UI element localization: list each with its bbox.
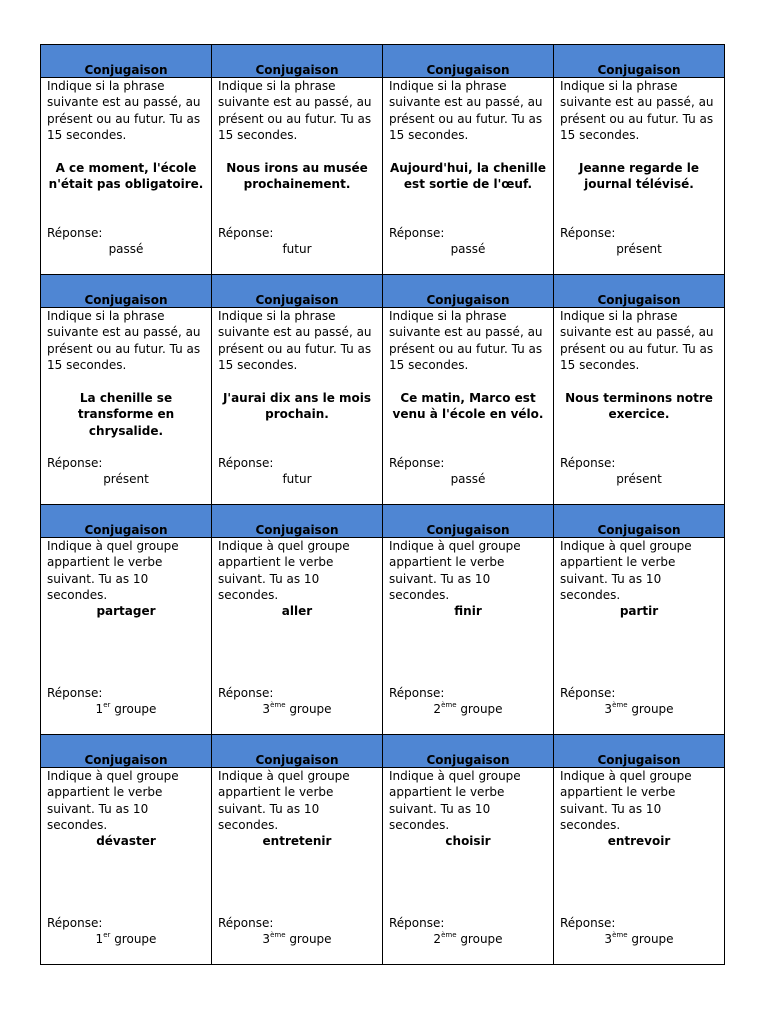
card-answer [554,701,724,717]
quiz-card [383,505,554,735]
answer-label: Réponse: [389,686,445,700]
card-instruction: Indique à quel groupe appartient le verbe suivant. Tu as 10 secondes. [389,769,521,832]
card-header [383,505,553,538]
quiz-card [41,275,212,505]
card-title: Conjugaison [84,293,168,307]
answer-label: Réponse: [389,226,445,240]
answer-group-word: groupe [285,702,332,716]
card-answer [212,701,382,717]
card-answer [41,471,211,487]
answer-number: 3 [604,932,613,946]
answer-group-word: groupe [285,932,332,946]
answer-number: 3 [604,702,613,716]
card-question: Nous terminons notre exercice. [565,391,713,422]
card-question: entrevoir [607,834,671,848]
card-instruction: Indique si la phrase suivante est au passé, au présent ou au futur. Tu as 15 secondes. [218,309,372,372]
card-title: Conjugaison [255,293,339,307]
card-answer [383,241,553,257]
answer-ordinal-suffix: ème [612,931,628,939]
card-instruction: Indique à quel groupe appartient le verbe suivant. Tu as 10 secondes. [389,539,521,602]
card-title: Conjugaison [426,63,510,77]
answer-tense: présent [103,472,149,486]
card-question: A ce moment, l'école n'était pas obligatoire. [48,161,204,192]
card-title: Conjugaison [597,753,681,767]
card-question: Aujourd'hui, la chenille est sortie de l'œuf. [389,161,547,192]
card-title: Conjugaison [426,523,510,537]
card-header [41,275,211,308]
answer-group-word: groupe [627,702,674,716]
card-instruction: Indique à quel groupe appartient le verbe suivant. Tu as 10 secondes. [47,539,179,602]
card-header [212,275,382,308]
card-instruction: Indique à quel groupe appartient le verbe suivant. Tu as 10 secondes. [218,539,350,602]
quiz-card [383,275,554,505]
answer-ordinal-suffix: er [103,701,111,709]
card-instruction: Indique si la phrase suivante est au passé, au présent ou au futur. Tu as 15 secondes. [560,79,714,142]
card-instruction: Indique à quel groupe appartient le verbe suivant. Tu as 10 secondes. [560,539,692,602]
card-title: Conjugaison [597,293,681,307]
card-title: Conjugaison [255,523,339,537]
answer-ordinal-suffix: ème [270,931,286,939]
answer-group-word: groupe [110,702,157,716]
answer-number: 3 [262,702,271,716]
card-header [554,505,724,538]
answer-tense: futur [282,472,312,486]
card-title: Conjugaison [597,63,681,77]
answer-label: Réponse: [47,226,103,240]
answer-tense: présent [616,472,662,486]
card-question: Jeanne regarde le journal télévisé. [579,161,699,192]
card-header [41,45,211,78]
card-answer [41,931,211,947]
card-answer [212,931,382,947]
card-header [212,45,382,78]
answer-tense: passé [450,472,486,486]
answer-label: Réponse: [560,686,616,700]
card-header [212,505,382,538]
card-question: entretenir [262,834,332,848]
quiz-card [383,45,554,275]
answer-number: 3 [262,932,271,946]
card-instruction: Indique si la phrase suivante est au passé, au présent ou au futur. Tu as 15 secondes. [560,309,714,372]
card-answer [554,471,724,487]
card-answer [41,701,211,717]
card-header [554,735,724,768]
card-title: Conjugaison [426,753,510,767]
card-answer [212,241,382,257]
answer-label: Réponse: [389,916,445,930]
answer-label: Réponse: [47,686,103,700]
card-instruction: Indique si la phrase suivante est au passé, au présent ou au futur. Tu as 15 secondes. [47,79,201,142]
card-question: Ce matin, Marco est venu à l'école en vélo. [392,391,544,422]
card-question: finir [454,604,482,618]
card-question: aller [281,604,313,618]
card-instruction: Indique si la phrase suivante est au passé, au présent ou au futur. Tu as 15 secondes. [47,309,201,372]
card-title: Conjugaison [255,753,339,767]
card-header [41,735,211,768]
answer-ordinal-suffix: ème [270,701,286,709]
quiz-card [41,45,212,275]
card-question: Nous irons au musée prochainement. [226,161,368,192]
answer-tense: futur [282,242,312,256]
card-instruction: Indique à quel groupe appartient le verbe suivant. Tu as 10 secondes. [560,769,692,832]
card-title: Conjugaison [255,63,339,77]
card-instruction: Indique à quel groupe appartient le verbe suivant. Tu as 10 secondes. [218,769,350,832]
card-question: dévaster [96,834,156,848]
answer-label: Réponse: [560,456,616,470]
quiz-card [212,45,383,275]
answer-number: 1 [95,932,104,946]
answer-label: Réponse: [47,916,103,930]
card-answer [554,241,724,257]
answer-label: Réponse: [560,916,616,930]
card-question: choisir [445,834,491,848]
answer-group-word: groupe [456,932,503,946]
answer-number: 2 [433,932,442,946]
answer-tense: passé [108,242,144,256]
card-answer [383,701,553,717]
answer-group-word: groupe [456,702,503,716]
card-title: Conjugaison [597,523,681,537]
quiz-card [212,735,383,965]
card-grid [40,44,725,965]
card-instruction: Indique si la phrase suivante est au passé, au présent ou au futur. Tu as 15 secondes. [218,79,372,142]
quiz-card [554,275,725,505]
card-header [383,45,553,78]
quiz-card [41,735,212,965]
card-header [554,45,724,78]
card-answer [212,471,382,487]
answer-ordinal-suffix: er [103,931,111,939]
card-header [383,735,553,768]
card-title: Conjugaison [84,523,168,537]
card-header [212,735,382,768]
answer-ordinal-suffix: ème [441,931,457,939]
quiz-card [212,275,383,505]
answer-ordinal-suffix: ème [441,701,457,709]
card-header [554,275,724,308]
card-answer [41,241,211,257]
answer-number: 2 [433,702,442,716]
card-instruction: Indique à quel groupe appartient le verbe suivant. Tu as 10 secondes. [47,769,179,832]
card-title: Conjugaison [84,63,168,77]
quiz-card [554,505,725,735]
card-instruction: Indique si la phrase suivante est au passé, au présent ou au futur. Tu as 15 secondes. [389,79,543,142]
card-answer [383,931,553,947]
card-answer [554,931,724,947]
card-instruction: Indique si la phrase suivante est au passé, au présent ou au futur. Tu as 15 secondes. [389,309,543,372]
answer-group-word: groupe [627,932,674,946]
card-question: La chenille se transforme en chrysalide. [77,391,175,438]
answer-label: Réponse: [218,686,274,700]
answer-tense: passé [450,242,486,256]
quiz-card [554,735,725,965]
quiz-card [383,735,554,965]
quiz-card [41,505,212,735]
card-header [41,505,211,538]
card-header [383,275,553,308]
answer-label: Réponse: [47,456,103,470]
answer-tense: présent [616,242,662,256]
answer-label: Réponse: [218,226,274,240]
answer-label: Réponse: [560,226,616,240]
card-answer [383,471,553,487]
answer-ordinal-suffix: ème [612,701,628,709]
answer-group-word: groupe [110,932,157,946]
card-question: partir [619,604,659,618]
card-question: partager [96,604,156,618]
quiz-card [212,505,383,735]
card-title: Conjugaison [84,753,168,767]
answer-number: 1 [95,702,104,716]
card-title: Conjugaison [426,293,510,307]
card-question: J'aurai dix ans le mois prochain. [222,391,372,422]
answer-label: Réponse: [389,456,445,470]
quiz-card [554,45,725,275]
answer-label: Réponse: [218,916,274,930]
answer-label: Réponse: [218,456,274,470]
